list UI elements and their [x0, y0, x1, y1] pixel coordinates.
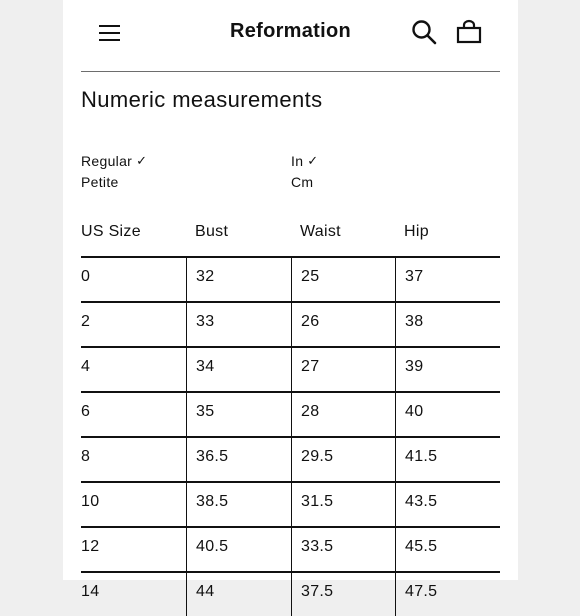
menu-button[interactable]: [98, 21, 122, 45]
cell-bust: 36.5: [186, 438, 291, 481]
check-icon: ✓: [136, 153, 148, 168]
shopping-bag-icon: [456, 19, 482, 45]
fit-option-label: Petite: [81, 174, 119, 190]
table-header-row: [81, 220, 500, 256]
cell-us-size: 6: [81, 403, 91, 420]
section-title: Numeric measurements: [81, 87, 323, 112]
hamburger-menu-icon: [98, 21, 122, 45]
table-row: [81, 391, 500, 436]
cell-waist: 37.5: [291, 573, 395, 616]
cell-bust: 44: [186, 573, 291, 616]
unit-option-cm[interactable]: [291, 174, 313, 190]
table-row: [81, 481, 500, 526]
fit-option-label: Regular: [81, 153, 133, 169]
cell-waist: 28: [291, 393, 395, 436]
header-divider: [81, 71, 500, 72]
cell-us-size: 14: [81, 583, 100, 600]
cell-us-size: 12: [81, 538, 100, 555]
table-row: [81, 526, 500, 571]
cell-waist: 26: [291, 303, 395, 346]
brand-logo[interactable]: Reformation: [229, 20, 352, 42]
cell-waist: 31.5: [291, 483, 395, 526]
cell-bust: 33: [186, 303, 291, 346]
cell-us-size: 2: [81, 313, 91, 330]
cell-waist: 29.5: [291, 438, 395, 481]
unit-option-label: Cm: [291, 174, 314, 190]
cell-us-size: 4: [81, 358, 91, 375]
cell-waist: 27: [291, 348, 395, 391]
column-header-bust: Bust: [195, 223, 229, 240]
column-header-waist: Waist: [300, 223, 341, 240]
table-row: [81, 346, 500, 391]
table-row: [81, 436, 500, 481]
check-icon: ✓: [307, 153, 319, 168]
table-row: [81, 571, 500, 616]
fit-option-petite[interactable]: [81, 174, 119, 190]
column-header-hip: Hip: [404, 223, 429, 240]
cell-waist: 33.5: [291, 528, 395, 571]
cell-us-size: 10: [81, 493, 100, 510]
cell-bust: 38.5: [186, 483, 291, 526]
cell-us-size: 0: [81, 268, 91, 285]
cell-hip: 47.5: [395, 573, 500, 616]
cell-hip: 41.5: [395, 438, 500, 481]
bag-button[interactable]: [456, 19, 482, 45]
size-guide-page: [63, 0, 518, 600]
cell-bust: 34: [186, 348, 291, 391]
table-row: [81, 301, 500, 346]
unit-option-in[interactable]: [291, 153, 318, 169]
cell-hip: 45.5: [395, 528, 500, 571]
table-body: [81, 256, 500, 616]
cell-hip: 40: [395, 393, 500, 436]
cell-hip: 43.5: [395, 483, 500, 526]
size-table: [81, 220, 500, 616]
cell-bust: 35: [186, 393, 291, 436]
cell-bust: 32: [186, 258, 291, 301]
site-header: [63, 0, 518, 66]
cell-waist: 25: [291, 258, 395, 301]
cell-us-size: 8: [81, 448, 91, 465]
column-header-us-size: US Size: [81, 223, 141, 240]
search-icon: [411, 19, 437, 45]
fit-option-regular[interactable]: [81, 153, 147, 169]
cell-hip: 38: [395, 303, 500, 346]
cell-hip: 39: [395, 348, 500, 391]
search-button[interactable]: [411, 19, 437, 45]
unit-option-label: In: [291, 153, 304, 169]
table-row: [81, 256, 500, 301]
cell-bust: 40.5: [186, 528, 291, 571]
cell-hip: 37: [395, 258, 500, 301]
